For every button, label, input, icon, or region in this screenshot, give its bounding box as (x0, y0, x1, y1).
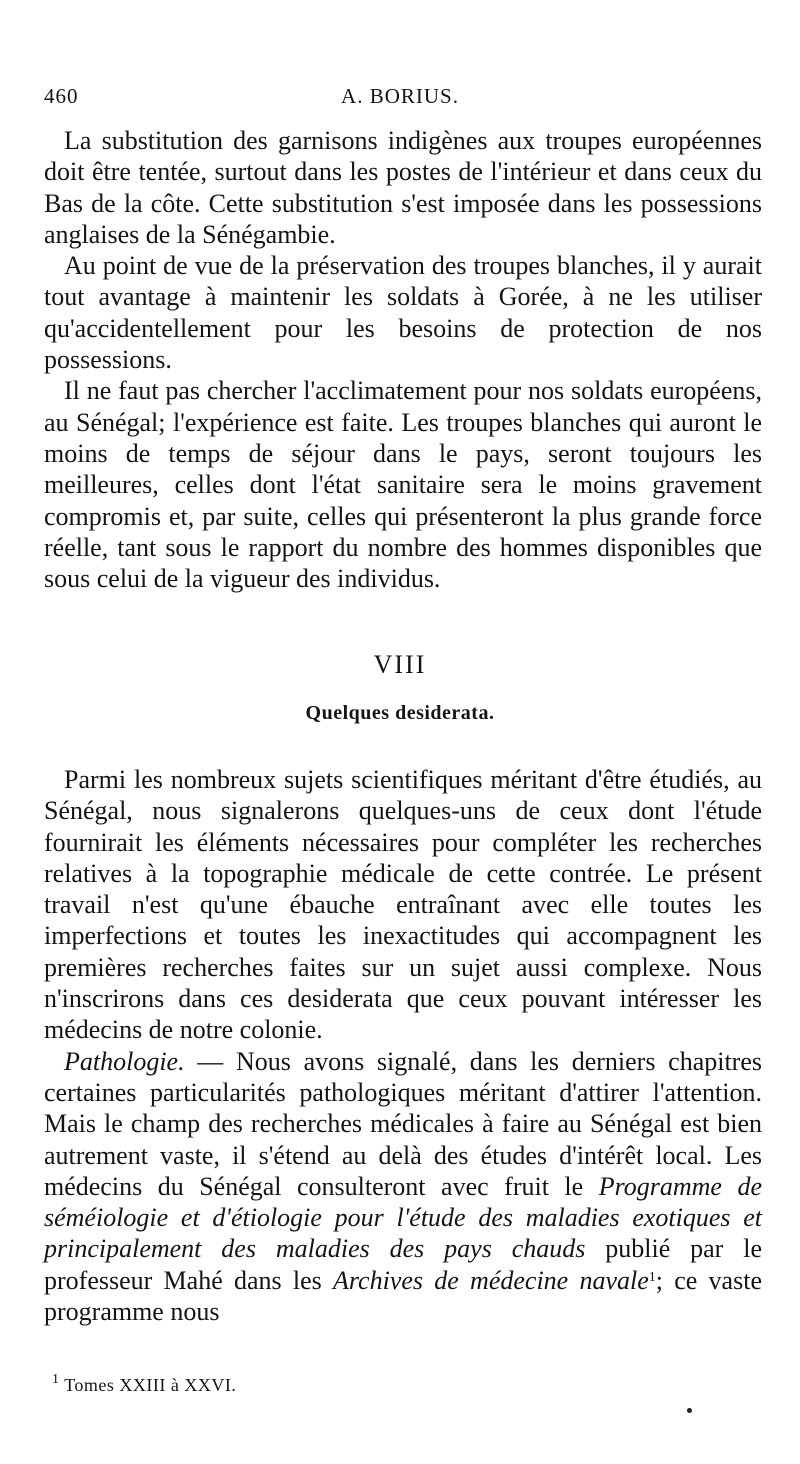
print-speck (687, 1408, 692, 1413)
running-head: A. BORIUS. (341, 84, 459, 108)
paragraph-desiderata: Parmi les nombreux sujets scientifiques méritant d'être étudiés, au Sénégal, nous signalerons quelques-uns de ceux dont l'étude fournirait les éléments nécessaires pour compléter les recherches relatives à la topographie médicale de cette contrée. Le présent travail n'est qu'une ébauche entraînant avec elle toutes les imperfections et toutes les inexactitudes qui accompagnent les premières recherches faites sur un sujet aussi complexe. Nous n'inscrirons dans ces desiderata que ceux pouvant intéresser les médecins de notre colonie. (44, 765, 762, 1045)
pathologie-text-3: ; ce vaste programme nous (44, 1265, 762, 1327)
footnote-text: Tomes XXIII à XXVI. (64, 1375, 237, 1395)
paragraph-preservation: Au point de vue de la préservation des troupes blanches, il y aurait tout avantage à maintenir les soldats à Gorée, à ne les utiliser qu'accidentellement pour les besoins de protection de nos possessions. (44, 251, 762, 375)
footnote (52, 1372, 237, 1396)
section-title: Quelques desiderata. (305, 702, 495, 724)
pathologie-lead: Pathologie. (64, 1046, 185, 1076)
page-header (44, 84, 756, 114)
paragraph-acclimatement: Il ne faut pas chercher l'acclimatement pour nos soldats européens, au Sénégal; l'expérience est faite. Les troupes blanches qui auront le moins de temps de séjour dans le pays, seront toujours les meilleures, celles dont l'état sanitaire sera le moins gravement compromis et, par suite, celles qui présenteront la plus grande force réelle, tant sous le rapport du nombre des hommes disponibles que sous celui de la vigueur des individus. (44, 376, 762, 594)
programme-title: Programme de séméiologie et d'étiologie pour l'étude des maladies exotiques et principalement des maladies des pays chauds (44, 1171, 762, 1264)
paragraph-garnisons: La substitution des garnisons indigènes aux troupes européennes doit être tentée, surtout dans les postes de l'intérieur et dans ceux du Bas de la côte. Cette substitution s'est imposée dans les possessions anglaises de la Sénégambie. (44, 126, 762, 249)
section-number: VIII (373, 650, 427, 679)
pathologie-text-1: — Nous avons signalé, dans les derniers chapitres certaines particularités pathologiques méritant d'attirer l'attention. Mais le champ des recherches médicales à faire au Sénégal est bien autrement vaste, il s'étend au delà des études d'intérêt local. Les médecins du Sénégal consulteront avec fruit le (44, 1046, 762, 1201)
footnote-marker: 1 (52, 1372, 60, 1387)
body-text-bottom (44, 764, 762, 1327)
archives-title: Archives de médecine navale (333, 1265, 649, 1295)
paragraph-pathologie (44, 1046, 762, 1328)
page-number: 460 (44, 84, 79, 108)
body-text-top (44, 125, 762, 594)
pathologie-text-2: publié par le professeur Mahé dans les (44, 1234, 762, 1295)
footnote-reference: 1 (648, 1269, 656, 1285)
